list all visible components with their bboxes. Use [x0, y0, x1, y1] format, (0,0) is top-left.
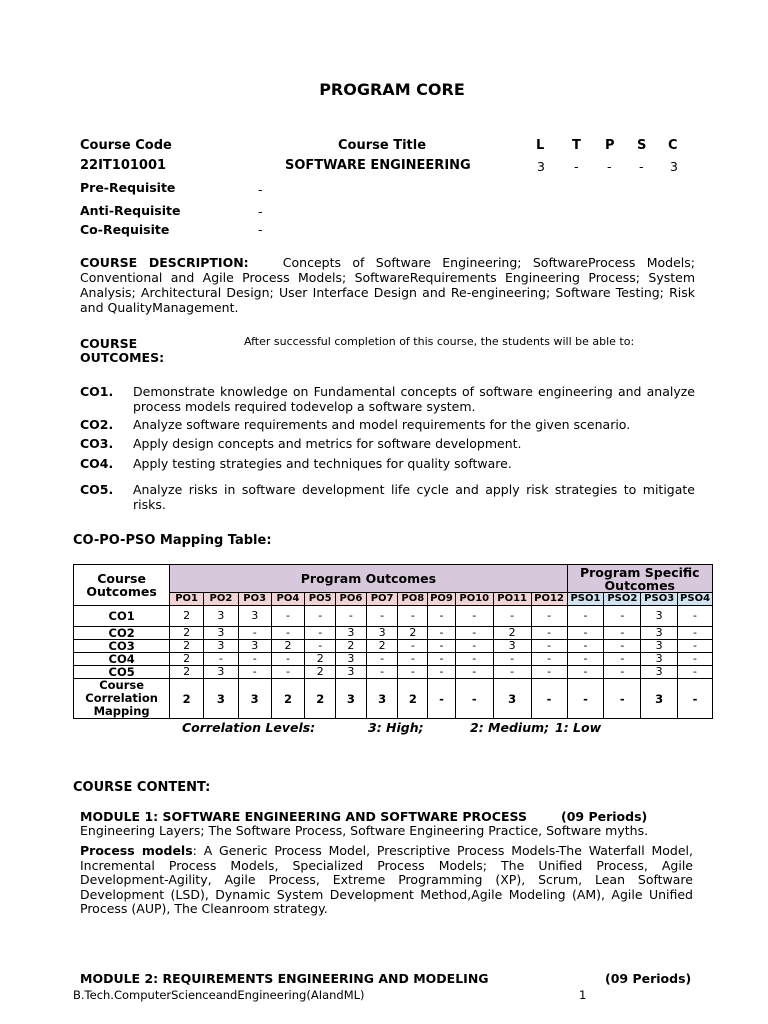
corr-cell: 2 — [305, 679, 336, 719]
mapping-heading: CO-PO-PSO Mapping Table: — [73, 533, 272, 548]
co5-text: Analyze risks in software development life cycle and apply risk strategies to mitigate risks. — [133, 482, 695, 512]
po-header: PO4 — [271, 593, 305, 606]
mapping-cell: - — [271, 666, 305, 679]
table-row — [74, 666, 713, 679]
mapping-cell: - — [238, 666, 271, 679]
mapping-cell: - — [678, 653, 713, 666]
mapping-cell: - — [493, 606, 531, 627]
corr-cell: 2 — [170, 679, 204, 719]
mapping-cell: 3 — [204, 640, 239, 653]
co-row-label: CO4 — [74, 653, 170, 666]
co4-text: Apply testing strategies and techniques for quality software. — [133, 456, 512, 471]
corr-cell: 3 — [204, 679, 239, 719]
table-row — [74, 653, 713, 666]
co-requisite-value: - — [258, 222, 263, 237]
mapping-cell: - — [493, 653, 531, 666]
mapping-cell: 2 — [170, 606, 204, 627]
po-header: PO10 — [455, 593, 493, 606]
po-header: PO7 — [366, 593, 398, 606]
process-models-label: Process models — [80, 843, 193, 858]
mapping-cell: - — [336, 606, 367, 627]
co-row-label: CO5 — [74, 666, 170, 679]
mapping-cell: 3 — [336, 627, 367, 640]
mapping-cell: - — [428, 606, 456, 627]
corr-cell: 3 — [366, 679, 398, 719]
mapping-cell: 3 — [336, 666, 367, 679]
mapping-cell: 2 — [493, 627, 531, 640]
mapping-cell: - — [366, 606, 398, 627]
mapping-cell: 2 — [305, 653, 336, 666]
ltpsc-label-c: C — [668, 138, 678, 153]
mapping-cell: - — [271, 606, 305, 627]
co3-text: Apply design concepts and metrics for software development. — [133, 436, 522, 451]
co1-text: Demonstrate knowledge on Fundamental concepts of software engineering and analyze process models required todevelop a software system. — [133, 384, 695, 414]
ltpsc-value-p: - — [607, 159, 612, 174]
mapping-cell: 2 — [305, 666, 336, 679]
course-code-label: Course Code — [80, 138, 172, 153]
mapping-cell: - — [428, 627, 456, 640]
header-program-outcomes: Program Outcomes — [170, 565, 567, 593]
ltpsc-value-t: - — [574, 159, 579, 174]
ltpsc-label-l: L — [536, 138, 545, 153]
mapping-cell: 2 — [336, 640, 367, 653]
corr-cell: - — [428, 679, 456, 719]
mapping-cell: 3 — [238, 640, 271, 653]
mapping-cell: - — [678, 666, 713, 679]
corr-cell: - — [678, 679, 713, 719]
mapping-cell: 2 — [170, 653, 204, 666]
module2-title: MODULE 2: REQUIREMENTS ENGINEERING AND MODELING — [80, 971, 489, 986]
mapping-cell: - — [567, 606, 604, 627]
ltpsc-label-p: P — [605, 138, 615, 153]
mapping-cell: - — [398, 640, 428, 653]
mapping-cell: 2 — [271, 640, 305, 653]
correlation-levels-label: Correlation Levels: — [182, 720, 316, 735]
ltpsc-value-c: 3 — [670, 159, 678, 174]
anti-requisite-label: Anti-Requisite — [80, 203, 181, 218]
footer-page-number: 1 — [579, 988, 587, 1002]
mapping-cell: - — [678, 627, 713, 640]
po-header: PO6 — [336, 593, 367, 606]
table-row — [74, 627, 713, 640]
pso-header: PSO4 — [678, 593, 713, 606]
po-header-row — [74, 593, 713, 606]
po-header: PO2 — [204, 593, 239, 606]
co2-code: CO2. — [80, 417, 114, 432]
mapping-cell: 3 — [238, 606, 271, 627]
co2-text: Analyze software requirements and model requirements for the given scenario. — [133, 417, 631, 432]
mapping-cell: - — [428, 640, 456, 653]
corr-cell: - — [567, 679, 604, 719]
corr-cell: 3 — [641, 679, 678, 719]
mapping-cell: - — [531, 606, 567, 627]
mapping-cell: - — [305, 606, 336, 627]
mapping-cell: - — [428, 653, 456, 666]
course-description-text: Concepts of Software Engineering; SoftwareProcess Models; Conventional and Agile Process Models; SoftwareRequirements Engineering Process; System Analysis; Architectural Design; User Interface Design and Re-engineering; Software Testing; Risk and QualityManagement. — [80, 255, 696, 315]
header-pso: Program Specific Outcomes — [567, 565, 712, 593]
correlation-level-high: 3: High; — [368, 720, 424, 735]
corr-cell: - — [455, 679, 493, 719]
corr-row-label: Course Correlation Mapping — [74, 679, 170, 719]
mapping-cell: - — [604, 640, 641, 653]
footer-program: B.Tech.ComputerScienceandEngineering(AIandML) — [73, 988, 365, 1002]
mapping-table-body — [74, 606, 713, 679]
mapping-cell: - — [531, 666, 567, 679]
course-outcomes-intro: After successful completion of this course, the students will be able to: — [244, 335, 635, 348]
po-header: PO12 — [531, 593, 567, 606]
po-header: PO9 — [428, 593, 456, 606]
co-row-label: CO3 — [74, 640, 170, 653]
table-row-correlation — [74, 679, 713, 719]
co-po-pso-mapping-table — [73, 564, 713, 719]
mapping-cell: - — [238, 627, 271, 640]
mapping-cell: 2 — [170, 627, 204, 640]
header-course-outcomes: Course Outcomes — [74, 565, 170, 606]
course-outcomes-label-line2: OUTCOMES: — [80, 350, 165, 365]
corr-cell: 3 — [336, 679, 367, 719]
mapping-cell: - — [531, 653, 567, 666]
mapping-cell: 3 — [204, 627, 239, 640]
mapping-cell: - — [493, 666, 531, 679]
co4-code: CO4. — [80, 456, 114, 471]
mapping-cell: - — [567, 666, 604, 679]
corr-cell: - — [604, 679, 641, 719]
mapping-cell: 2 — [366, 640, 398, 653]
mapping-cell: - — [531, 640, 567, 653]
mapping-cell: - — [398, 606, 428, 627]
co-row-label: CO2 — [74, 627, 170, 640]
course-code: 22IT101001 — [80, 158, 167, 173]
module2-periods: (09 Periods) — [605, 971, 692, 986]
mapping-cell: - — [204, 653, 239, 666]
mapping-cell: - — [398, 666, 428, 679]
pso-header: PSO1 — [567, 593, 604, 606]
course-title-label: Course Title — [338, 138, 427, 153]
mapping-cell: 2 — [398, 627, 428, 640]
co-row-label: CO1 — [74, 606, 170, 627]
mapping-cell: - — [455, 653, 493, 666]
corr-cell: 2 — [271, 679, 305, 719]
mapping-cell: - — [604, 653, 641, 666]
mapping-cell: 3 — [641, 627, 678, 640]
table-row — [74, 640, 713, 653]
course-description-label: COURSE DESCRIPTION: — [80, 255, 249, 270]
pso-header: PSO2 — [604, 593, 641, 606]
course-description — [80, 255, 695, 315]
mapping-cell: - — [567, 653, 604, 666]
co-requisite-label: Co-Requisite — [80, 222, 170, 237]
module1-process-models — [80, 844, 693, 917]
po-header: PO8 — [398, 593, 428, 606]
mapping-cell: - — [567, 640, 604, 653]
page-title: PROGRAM CORE — [319, 80, 465, 99]
mapping-cell: - — [455, 606, 493, 627]
mapping-cell: 2 — [170, 640, 204, 653]
anti-requisite-value: - — [258, 204, 263, 219]
mapping-cell: - — [398, 653, 428, 666]
po-header: PO11 — [493, 593, 531, 606]
mapping-cell: 2 — [170, 666, 204, 679]
mapping-cell: - — [604, 606, 641, 627]
co3-code: CO3. — [80, 436, 114, 451]
correlation-level-medium: 2: Medium; — [470, 720, 550, 735]
module1-periods: (09 Periods) — [561, 809, 648, 824]
mapping-cell: - — [604, 627, 641, 640]
mapping-cell: - — [567, 627, 604, 640]
corr-cell: 2 — [398, 679, 428, 719]
ltpsc-value-l: 3 — [537, 159, 545, 174]
module1-title: MODULE 1: SOFTWARE ENGINEERING AND SOFTWARE PROCESS — [80, 809, 527, 824]
table-row — [74, 606, 713, 627]
mapping-cell: - — [366, 666, 398, 679]
mapping-cell: 3 — [204, 666, 239, 679]
course-content-heading: COURSE CONTENT: — [73, 780, 211, 795]
co5-code: CO5. — [80, 482, 114, 497]
mapping-cell: 3 — [641, 666, 678, 679]
ltpsc-label-t: T — [572, 138, 581, 153]
mapping-cell: - — [428, 666, 456, 679]
correlation-level-low: 1: Low — [555, 720, 602, 735]
mapping-cell: - — [238, 653, 271, 666]
mapping-cell: - — [678, 640, 713, 653]
mapping-cell: - — [604, 666, 641, 679]
mapping-cell: - — [678, 606, 713, 627]
mapping-cell: - — [366, 653, 398, 666]
process-models-text: : A Generic Process Model, Prescriptive Process Models-The Waterfall Model, Incremental Process Models, Specialized Process Models; The Unified Process, Agile Development-Agility, Agile Process, Extreme Programming (XP), Scrum, Lean Software Development (LSD), Dynamic System Development Method,Agile Modeling (AM), Agile Unified Process (AUP), The Cleanroom strategy. — [80, 843, 693, 916]
module1-line1: Engineering Layers; The Software Process, Software Engineering Practice, Software myths. — [80, 823, 649, 838]
corr-cell: - — [531, 679, 567, 719]
course-outcomes-label-line1: COURSE — [80, 336, 138, 351]
co1-code: CO1. — [80, 384, 114, 399]
po-header: PO5 — [305, 593, 336, 606]
ltpsc-label-s: S — [637, 138, 647, 153]
pso-header: PSO3 — [641, 593, 678, 606]
mapping-cell: - — [271, 653, 305, 666]
mapping-cell: - — [271, 627, 305, 640]
corr-cell: 3 — [238, 679, 271, 719]
po-header: PO1 — [170, 593, 204, 606]
ltpsc-value-s: - — [639, 159, 644, 174]
mapping-cell: - — [305, 640, 336, 653]
mapping-cell: 3 — [641, 653, 678, 666]
pre-requisite-value: - — [258, 182, 263, 197]
mapping-cell: 3 — [204, 606, 239, 627]
mapping-cell: 3 — [493, 640, 531, 653]
mapping-cell: 3 — [336, 653, 367, 666]
mapping-cell: - — [455, 666, 493, 679]
po-header: PO3 — [238, 593, 271, 606]
corr-cell: 3 — [493, 679, 531, 719]
mapping-cell: 3 — [641, 606, 678, 627]
mapping-cell: - — [531, 627, 567, 640]
mapping-cell: 3 — [366, 627, 398, 640]
mapping-cell: - — [455, 627, 493, 640]
mapping-cell: 3 — [641, 640, 678, 653]
pre-requisite-label: Pre-Requisite — [80, 180, 176, 195]
course-title: SOFTWARE ENGINEERING — [285, 158, 471, 173]
mapping-cell: - — [455, 640, 493, 653]
mapping-cell: - — [305, 627, 336, 640]
